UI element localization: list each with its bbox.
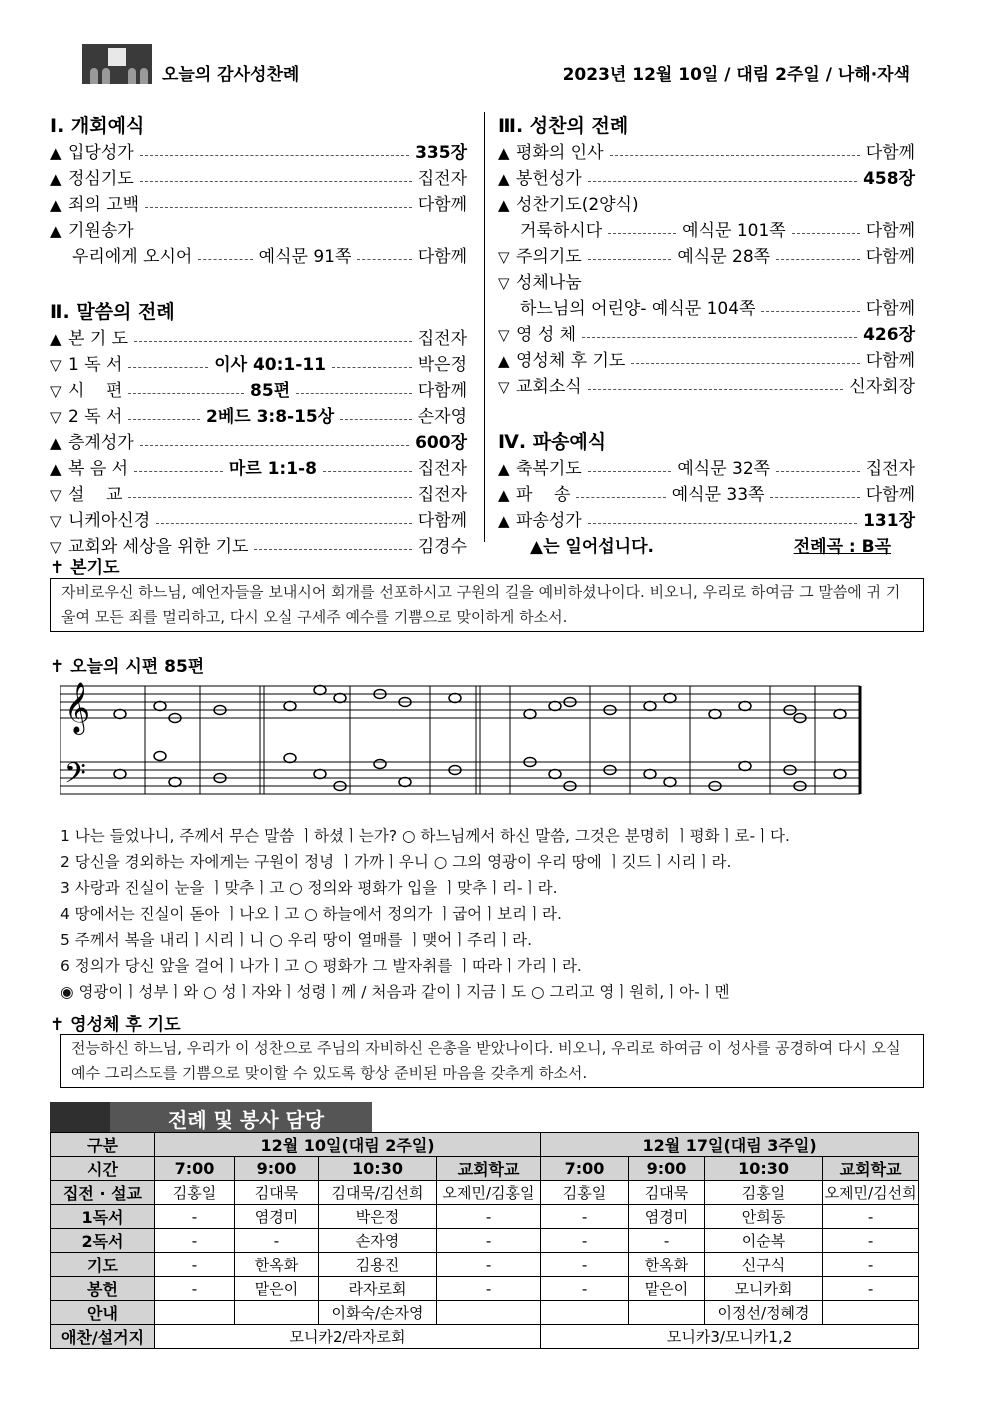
stand-marker-icon: ▲ [498, 196, 510, 214]
order-item-value: 다함께 [865, 221, 916, 241]
order-item-reference: 이사 40:1-11 [214, 355, 326, 375]
note-head [334, 694, 346, 703]
order-item-label: 복 음 서 [68, 459, 129, 479]
note-head [314, 686, 326, 695]
table-cell: 이순복 [705, 1229, 823, 1253]
order-item [498, 348, 915, 374]
row-label: 집전 · 설교 [51, 1181, 155, 1205]
table-cell: - [823, 1205, 919, 1229]
leader-dashes [140, 445, 409, 446]
stand-marker-icon: ▲ [498, 170, 510, 188]
tune-note: 전례곡 : B곡 [793, 537, 891, 557]
leader-dashes [588, 389, 844, 390]
note-head [399, 778, 411, 787]
time-header: 7:00 [155, 1157, 235, 1181]
table-cell: 모니카2/라자로회 [155, 1325, 541, 1349]
order-item-value: 다함께 [865, 299, 915, 319]
time-header: 교회학교 [437, 1157, 541, 1181]
table-cell: 김홍일 [155, 1181, 235, 1205]
order-item-reference: 예식문 91쪽 [258, 247, 352, 267]
order-item [50, 244, 467, 270]
note-head [549, 770, 561, 779]
order-item-label: 하느님의 어린양- 예식문 104쪽 [520, 299, 756, 319]
sit-marker-icon: ▽ [50, 538, 62, 556]
section-heading: Ⅰ. 개회예식 [50, 115, 145, 137]
week-header: 12월 17일(대림 3주일) [541, 1133, 919, 1157]
order-item-label: 거룩하시다 [520, 221, 603, 241]
table-cell: - [235, 1229, 319, 1253]
table-cell: - [823, 1229, 919, 1253]
leader-dashes [608, 233, 676, 234]
time-header: 교회학교 [823, 1157, 919, 1181]
order-item-label: 죄의 고백 [68, 195, 140, 215]
table-cell: 한옥화 [235, 1253, 319, 1277]
order-item [498, 166, 915, 192]
note-head [449, 694, 461, 703]
leader-dashes [156, 523, 412, 524]
leader-dashes [145, 207, 412, 208]
note-head [114, 710, 126, 719]
table-row [51, 1133, 919, 1157]
sit-marker-icon: ▽ [50, 382, 62, 400]
duty-heading [50, 1102, 372, 1132]
order-item-label: 입당성가 [68, 143, 134, 163]
table-cell: 오제민/김선희 [823, 1181, 919, 1205]
sit-marker-icon: ▽ [50, 512, 62, 530]
table-cell: 모니카회 [705, 1277, 823, 1301]
sit-marker-icon: ▽ [498, 378, 510, 396]
order-item-value: 335장 [415, 143, 467, 163]
stand-marker-icon: ▲ [498, 486, 510, 504]
order-item [498, 140, 915, 166]
note-head [644, 702, 656, 711]
sit-marker-icon: ▽ [498, 274, 510, 292]
order-item-label: 주의기도 [516, 247, 582, 267]
leader-dashes [588, 181, 857, 182]
leader-dashes [610, 155, 860, 156]
order-item-reference: 2베드 3:8-15상 [206, 407, 335, 427]
table-cell: - [437, 1205, 541, 1229]
table-cell: 맡은이 [629, 1277, 705, 1301]
order-item [50, 166, 467, 192]
stand-marker-icon: ▲ [50, 222, 62, 240]
psalm-heading: ✝ 오늘의 시편 85편 [50, 657, 205, 677]
postcommunion-heading: ✝ 영성체 후 기도 [50, 1015, 181, 1035]
time-header: 9:00 [629, 1157, 705, 1181]
column-header: 구분 [51, 1133, 155, 1157]
leader-dashes [323, 471, 412, 472]
order-item-value: 다함께 [417, 511, 467, 531]
stand-marker-icon: ▲ [50, 170, 62, 188]
table-cell [155, 1301, 235, 1325]
leader-dashes [776, 471, 860, 472]
leader-dashes [588, 523, 857, 524]
order-item [50, 482, 467, 508]
order-item-label: 성찬기도(2양식) [516, 195, 639, 215]
leader-dashes [140, 155, 409, 156]
treble-clef-icon: 𝄞 [64, 682, 91, 733]
table-row [51, 1325, 919, 1349]
order-item [498, 296, 915, 322]
time-header: 10:30 [705, 1157, 823, 1181]
psalm-score [60, 676, 870, 810]
note-head [284, 702, 296, 711]
order-item [498, 270, 915, 296]
note-head [154, 702, 166, 711]
note-head [549, 702, 561, 711]
order-item-label: 파 송 [516, 485, 571, 505]
leader-dashes [631, 363, 859, 364]
leader-dashes [357, 259, 411, 260]
week-header: 12월 10일(대림 2주일) [155, 1133, 541, 1157]
order-item [50, 430, 467, 456]
leader-dashes [332, 367, 412, 368]
table-cell: - [155, 1253, 235, 1277]
time-header: 9:00 [235, 1157, 319, 1181]
leader-dashes [761, 311, 859, 312]
table-cell [437, 1301, 541, 1325]
table-cell: 라자로회 [319, 1277, 437, 1301]
order-item-label: 평화의 인사 [516, 143, 604, 163]
table-cell: 김용진 [319, 1253, 437, 1277]
stand-marker-icon: ▲ [50, 460, 62, 478]
psalm-verses [60, 823, 930, 1005]
section-heading: Ⅳ. 파송예식 [498, 431, 607, 453]
order-left-column [50, 110, 467, 560]
leader-dashes [128, 393, 244, 394]
leader-dashes [296, 393, 412, 394]
order-item-label: 성체나눔 [516, 273, 582, 293]
order-item [50, 456, 467, 482]
duty-title: 전례 및 봉사 담당 [168, 1108, 325, 1132]
row-label: 시간 [51, 1157, 155, 1181]
sit-marker-icon: ▽ [498, 248, 510, 266]
note-head [709, 710, 721, 719]
header-photo [82, 44, 152, 84]
psalm-verse: 3 사랑과 진실이 눈을 ㅣ맞추ㅣ고 ○ 정의와 평화가 입을 ㅣ맞추ㅣ리-ㅣ라. [60, 879, 558, 897]
collect-box: 자비로우신 하느님, 예언자들을 보내시어 회개를 선포하시고 구원의 길을 예비하셨나이다. 비오니, 우리로 하여금 그 말씀에 귀 기울여 모든 죄를 멀리하고, 다시 오실 구세주 예수를 기쁨으로 맞이하게 하소서. [50, 578, 924, 632]
order-item-value: 다함께 [865, 351, 915, 371]
row-label: 2독서 [51, 1229, 155, 1253]
row-label: 애찬/설거지 [51, 1325, 155, 1349]
order-item-value: 다함께 [865, 247, 915, 267]
table-cell: - [541, 1229, 629, 1253]
table-row [51, 1205, 919, 1229]
order-item-label: 층계성가 [68, 433, 134, 453]
order-item-label: 시 편 [68, 381, 123, 401]
note-head [739, 702, 751, 711]
table-cell: - [437, 1229, 541, 1253]
table-cell: - [155, 1277, 235, 1301]
note-head [524, 710, 536, 719]
table-row [51, 1229, 919, 1253]
order-item-reference: 85편 [250, 381, 291, 401]
order-item-label: 교회와 세상을 위한 기도 [68, 537, 249, 557]
notes-row [498, 534, 915, 560]
order-item [50, 508, 467, 534]
order-item-value: 다함께 [417, 247, 467, 267]
sit-marker-icon: ▽ [498, 326, 510, 344]
order-item-value: 131장 [863, 511, 915, 531]
table-cell: - [629, 1229, 705, 1253]
order-item-value: 다함께 [417, 195, 467, 215]
table-row [51, 1277, 919, 1301]
stand-marker-icon: ▲ [498, 512, 510, 530]
sit-marker-icon: ▽ [50, 486, 62, 504]
table-cell [541, 1301, 629, 1325]
leader-dashes [776, 259, 860, 260]
leader-dashes [140, 181, 412, 182]
duty-table [50, 1132, 919, 1349]
order-item-label: 설 교 [68, 485, 123, 505]
leader-dashes [770, 497, 859, 498]
order-item-label: 교회소식 [516, 377, 582, 397]
order-item [50, 326, 467, 352]
order-item-value: 집전자 [417, 329, 467, 349]
table-cell: 김대묵 [629, 1181, 705, 1205]
table-cell: - [823, 1253, 919, 1277]
leader-dashes [134, 471, 223, 472]
order-item-value: 600장 [415, 433, 467, 453]
psalm-verse: 1 나는 들었나니, 주께서 무슨 말씀 ㅣ하셨ㅣ는가? ○ 하느님께서 하신 말씀, 그것은 분명히 ㅣ평화ㅣ로-ㅣ다. [60, 827, 790, 845]
leader-dashes [254, 549, 411, 550]
psalm-verse: 2 당신을 경외하는 자에게는 구원이 정녕 ㅣ가까ㅣ우니 ○ 그의 영광이 우리 땅에 ㅣ깃드ㅣ시리ㅣ라. [60, 853, 732, 871]
order-item-value: 김경수 [417, 537, 467, 557]
stand-marker-icon: ▲ [498, 460, 510, 478]
table-cell: 김홍일 [705, 1181, 823, 1205]
order-item-reference: 예식문 32쪽 [677, 459, 771, 479]
note-head [154, 752, 166, 761]
table-row [51, 1157, 919, 1181]
leader-dashes [792, 233, 860, 234]
order-item-value: 손자영 [417, 407, 467, 427]
stand-marker-icon: ▲ [50, 330, 62, 348]
order-item-value: 다함께 [417, 381, 467, 401]
order-item [498, 482, 915, 508]
order-item-label: 축복기도 [516, 459, 582, 479]
table-cell: 오제민/김홍일 [437, 1181, 541, 1205]
leader-dashes [340, 419, 412, 420]
table-cell: - [155, 1229, 235, 1253]
order-item-label: 1 독 서 [68, 355, 123, 375]
order-item-label: 기원송가 [68, 221, 134, 241]
order-item-label: 2 독 서 [68, 407, 123, 427]
standing-note: ▲는 일어섭니다. [530, 537, 654, 557]
note-head [644, 770, 656, 779]
sit-marker-icon: ▽ [50, 408, 62, 426]
row-label: 1독서 [51, 1205, 155, 1229]
order-item [498, 218, 915, 244]
order-item-value: 박은정 [417, 355, 468, 375]
order-item-value: 다함께 [865, 143, 915, 163]
table-cell [823, 1301, 919, 1325]
table-cell: - [541, 1253, 629, 1277]
table-cell: 김대묵 [235, 1181, 319, 1205]
column-divider [484, 112, 485, 542]
row-label: 안내 [51, 1301, 155, 1325]
table-cell: 한옥화 [629, 1253, 705, 1277]
table-cell: 맡은이 [235, 1277, 319, 1301]
sit-marker-icon: ▽ [50, 356, 62, 374]
order-item [50, 404, 467, 430]
psalm-verse: 5 주께서 복을 내리ㅣ시리ㅣ니 ○ 우리 땅이 열매를 ㅣ맺어ㅣ주리ㅣ라. [60, 931, 533, 949]
note-head [284, 754, 296, 763]
table-cell: 이화숙/손자영 [319, 1301, 437, 1325]
order-item [50, 192, 467, 218]
order-item [498, 192, 915, 218]
leader-dashes [128, 367, 208, 368]
order-item-label: 정심기도 [68, 169, 134, 189]
order-item-label: 영 성 체 [516, 325, 577, 345]
order-item-reference: 예식문 101쪽 [682, 221, 786, 241]
stand-marker-icon: ▲ [50, 434, 62, 452]
order-item [498, 374, 915, 400]
leader-dashes [128, 497, 411, 498]
table-cell: - [541, 1205, 629, 1229]
order-item [498, 244, 915, 270]
order-item-value: 집전자 [417, 459, 467, 479]
leader-dashes [588, 471, 672, 472]
table-cell: 김대묵/김선희 [319, 1181, 437, 1205]
psalm-verse: 6 정의가 당신 앞을 걸어ㅣ나가ㅣ고 ○ 평화가 그 발자취를 ㅣ따라ㅣ가리ㅣ라. [60, 957, 582, 975]
leader-dashes [128, 419, 200, 420]
order-item-reference: 예식문 33쪽 [671, 485, 765, 505]
time-header: 7:00 [541, 1157, 629, 1181]
stand-marker-icon: ▲ [50, 144, 62, 162]
leader-dashes [576, 497, 665, 498]
row-label: 기도 [51, 1253, 155, 1277]
postcommunion-box: 전능하신 하느님, 우리가 이 성찬으로 주님의 자비하신 은총을 받았나이다. 비오니, 우리로 하여금 이 성사를 공경하여 다시 오실 예수 그리스도를 기쁨으로 맞이할 수 있도록 항상 준비된 마음을 갖추게 하소서. [60, 1034, 924, 1088]
table-cell [235, 1301, 319, 1325]
order-item-reference: 마르 1:1-8 [228, 459, 317, 479]
table-cell: 염경미 [235, 1205, 319, 1229]
table-cell: - [437, 1277, 541, 1301]
page-title: 오늘의 감사성찬례 [162, 65, 300, 85]
order-right-column [498, 110, 915, 560]
psalm-verse: 4 땅에서는 진실이 돋아 ㅣ나오ㅣ고 ○ 하늘에서 정의가 ㅣ굽어ㅣ보리ㅣ라. [60, 905, 562, 923]
order-item-label: 본 기 도 [68, 329, 129, 349]
section-heading: Ⅲ. 성찬의 전례 [498, 115, 629, 137]
leader-dashes [588, 259, 672, 260]
order-item-value: 집전자 [417, 169, 467, 189]
table-cell: - [541, 1277, 629, 1301]
order-item-label: 파송성가 [516, 511, 582, 531]
note-head [114, 770, 126, 779]
table-cell: 김홍일 [541, 1181, 629, 1205]
collect-heading: ✝ 본기도 [50, 558, 120, 578]
table-cell: 이정선/정혜경 [705, 1301, 823, 1325]
order-item-reference: 예식문 28쪽 [677, 247, 771, 267]
leader-dashes [198, 259, 252, 260]
order-item [50, 140, 467, 166]
order-item-label: 영성체 후 기도 [516, 351, 626, 371]
note-head [664, 694, 676, 703]
note-head [834, 770, 846, 779]
service-date: 2023년 12월 10일 / 대림 2주일 / 나해·자색 [562, 65, 910, 85]
leader-dashes [582, 337, 857, 338]
order-item [498, 456, 915, 482]
order-item-value: 458장 [863, 169, 915, 189]
order-item-value: 집전자 [417, 485, 467, 505]
order-item [498, 508, 915, 534]
stand-marker-icon: ▲ [498, 144, 510, 162]
order-item-value: 다함께 [865, 485, 916, 505]
leader-dashes [134, 341, 412, 342]
order-item-value: 신자회장 [849, 377, 915, 397]
note-head [664, 778, 676, 787]
order-item-label: 봉헌성가 [516, 169, 582, 189]
stand-marker-icon: ▲ [50, 196, 62, 214]
table-cell: 신구식 [705, 1253, 823, 1277]
order-item-label: 니케아신경 [68, 511, 151, 531]
order-item [50, 352, 467, 378]
psalm-doxology: ◉ 영광이ㅣ성부ㅣ와 ○ 성ㅣ자와ㅣ성령ㅣ께 / 처음과 같이ㅣ지금ㅣ도 ○ 그리고 영ㅣ원히,ㅣ아-ㅣ멘 [60, 983, 730, 1001]
note-head [739, 762, 751, 771]
table-cell: - [823, 1277, 919, 1301]
table-row [51, 1181, 919, 1205]
bass-clef-icon: 𝄢 [64, 757, 86, 797]
table-cell: - [437, 1253, 541, 1277]
note-head [169, 778, 181, 787]
stand-marker-icon: ▲ [498, 352, 510, 370]
order-item-value: 426장 [863, 325, 915, 345]
table-cell: 박은정 [319, 1205, 437, 1229]
order-item-label: 우리에게 오시어 [72, 247, 193, 267]
table-cell: 모니카3/모니카1,2 [541, 1325, 919, 1349]
note-head [834, 710, 846, 719]
table-cell: 안희동 [705, 1205, 823, 1229]
order-item [50, 378, 467, 404]
section-heading: Ⅱ. 말씀의 전례 [50, 301, 175, 323]
time-header: 10:30 [319, 1157, 437, 1181]
table-cell: - [155, 1205, 235, 1229]
row-label: 봉헌 [51, 1277, 155, 1301]
duty-photo [50, 1102, 110, 1132]
order-item-value: 집전자 [865, 459, 915, 479]
order-item [50, 218, 467, 244]
order-item [498, 322, 915, 348]
table-cell: 염경미 [629, 1205, 705, 1229]
table-row [51, 1301, 919, 1325]
table-cell [629, 1301, 705, 1325]
note-head [314, 770, 326, 779]
note-head [374, 760, 386, 769]
table-cell: 손자영 [319, 1229, 437, 1253]
table-row [51, 1253, 919, 1277]
